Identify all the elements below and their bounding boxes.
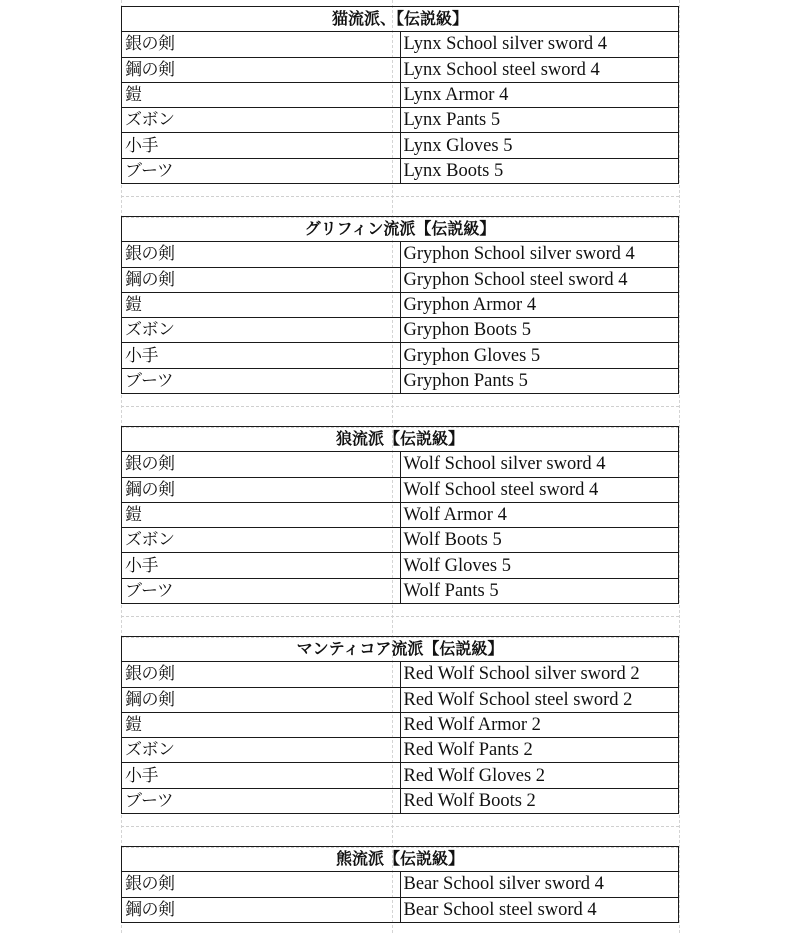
- table-row: [122, 267, 679, 292]
- item-cell[interactable]: Wolf Gloves 5: [400, 553, 679, 578]
- item-cell[interactable]: Gryphon Boots 5: [400, 318, 679, 343]
- slot-cell[interactable]: 銀の剣: [122, 32, 401, 57]
- item-cell[interactable]: Lynx Armor 4: [400, 82, 679, 107]
- slot-cell[interactable]: 鋼の剣: [122, 687, 401, 712]
- item-cell[interactable]: Wolf School steel sword 4: [400, 477, 679, 502]
- table-row: [122, 343, 679, 368]
- item-cell[interactable]: Lynx Boots 5: [400, 158, 679, 183]
- gear-table: [121, 636, 679, 814]
- slot-cell[interactable]: 小手: [122, 553, 401, 578]
- item-cell[interactable]: Lynx School steel sword 4: [400, 57, 679, 82]
- slot-cell[interactable]: 鋼の剣: [122, 267, 401, 292]
- section-title-row: [122, 847, 679, 872]
- slot-cell[interactable]: 鋼の剣: [122, 477, 401, 502]
- gear-table: [121, 6, 679, 184]
- section-title-row: [122, 217, 679, 242]
- table-row: [122, 82, 679, 107]
- slot-cell[interactable]: 小手: [122, 763, 401, 788]
- slot-cell[interactable]: 銀の剣: [122, 662, 401, 687]
- slot-cell[interactable]: ズボン: [122, 738, 401, 763]
- section-title[interactable]: マンティコア流派【伝説級】: [122, 637, 679, 662]
- item-cell[interactable]: Red Wolf Pants 2: [400, 738, 679, 763]
- slot-cell[interactable]: ズボン: [122, 108, 401, 133]
- item-cell[interactable]: Gryphon Gloves 5: [400, 343, 679, 368]
- section-title[interactable]: 猫流派、【伝説級】: [122, 7, 679, 32]
- item-cell[interactable]: Lynx School silver sword 4: [400, 32, 679, 57]
- item-cell[interactable]: Red Wolf Gloves 2: [400, 763, 679, 788]
- gridline-right: [679, 0, 680, 933]
- table-row: [122, 452, 679, 477]
- item-cell[interactable]: Red Wolf Boots 2: [400, 788, 679, 813]
- table-row: [122, 578, 679, 603]
- section-title-row: [122, 7, 679, 32]
- gear-table: [121, 426, 679, 604]
- gear-table: [121, 846, 679, 923]
- item-cell[interactable]: Gryphon Pants 5: [400, 368, 679, 393]
- item-cell[interactable]: Red Wolf School silver sword 2: [400, 662, 679, 687]
- section-bear: [121, 846, 679, 923]
- table-row: [122, 687, 679, 712]
- table-row: [122, 788, 679, 813]
- table-row: [122, 292, 679, 317]
- item-cell[interactable]: Gryphon School silver sword 4: [400, 242, 679, 267]
- table-row: [122, 738, 679, 763]
- table-row: [122, 32, 679, 57]
- section-title-row: [122, 427, 679, 452]
- item-cell[interactable]: Wolf Pants 5: [400, 578, 679, 603]
- gear-table: [121, 216, 679, 394]
- slot-cell[interactable]: 銀の剣: [122, 872, 401, 897]
- slot-cell[interactable]: 鋼の剣: [122, 57, 401, 82]
- slot-cell[interactable]: 銀の剣: [122, 452, 401, 477]
- table-row: [122, 553, 679, 578]
- item-cell[interactable]: Bear School silver sword 4: [400, 872, 679, 897]
- empty-row[interactable]: [121, 196, 679, 218]
- slot-cell[interactable]: ブーツ: [122, 368, 401, 393]
- table-row: [122, 712, 679, 737]
- table-row: [122, 502, 679, 527]
- table-row: [122, 133, 679, 158]
- slot-cell[interactable]: 銀の剣: [122, 242, 401, 267]
- slot-cell[interactable]: ズボン: [122, 318, 401, 343]
- table-row: [122, 662, 679, 687]
- section-wolf: [121, 426, 679, 604]
- item-cell[interactable]: Bear School steel sword 4: [400, 897, 679, 922]
- section-gryphon: [121, 216, 679, 394]
- item-cell[interactable]: Wolf School silver sword 4: [400, 452, 679, 477]
- slot-cell[interactable]: 鎧: [122, 712, 401, 737]
- empty-row[interactable]: [121, 826, 679, 848]
- item-cell[interactable]: Wolf Boots 5: [400, 528, 679, 553]
- table-row: [122, 57, 679, 82]
- slot-cell[interactable]: ブーツ: [122, 158, 401, 183]
- item-cell[interactable]: Red Wolf Armor 2: [400, 712, 679, 737]
- slot-cell[interactable]: ブーツ: [122, 788, 401, 813]
- slot-cell[interactable]: 小手: [122, 133, 401, 158]
- table-row: [122, 477, 679, 502]
- section-lynx: [121, 6, 679, 184]
- section-title-row: [122, 637, 679, 662]
- item-cell[interactable]: Lynx Gloves 5: [400, 133, 679, 158]
- table-row: [122, 318, 679, 343]
- slot-cell[interactable]: 鋼の剣: [122, 897, 401, 922]
- section-title[interactable]: グリフィン流派【伝説級】: [122, 217, 679, 242]
- table-row: [122, 108, 679, 133]
- slot-cell[interactable]: ズボン: [122, 528, 401, 553]
- table-row: [122, 242, 679, 267]
- slot-cell[interactable]: 鎧: [122, 502, 401, 527]
- section-title[interactable]: 熊流派【伝説級】: [122, 847, 679, 872]
- empty-row[interactable]: [121, 616, 679, 638]
- slot-cell[interactable]: 小手: [122, 343, 401, 368]
- item-cell[interactable]: Wolf Armor 4: [400, 502, 679, 527]
- table-row: [122, 897, 679, 922]
- table-row: [122, 763, 679, 788]
- slot-cell[interactable]: 鎧: [122, 292, 401, 317]
- item-cell[interactable]: Gryphon Armor 4: [400, 292, 679, 317]
- table-row: [122, 528, 679, 553]
- section-manticore: [121, 636, 679, 814]
- item-cell[interactable]: Gryphon School steel sword 4: [400, 267, 679, 292]
- section-title[interactable]: 狼流派【伝説級】: [122, 427, 679, 452]
- table-row: [122, 368, 679, 393]
- slot-cell[interactable]: ブーツ: [122, 578, 401, 603]
- empty-row[interactable]: [121, 406, 679, 428]
- item-cell[interactable]: Red Wolf School steel sword 2: [400, 687, 679, 712]
- table-row: [122, 872, 679, 897]
- table-row: [122, 158, 679, 183]
- slot-cell[interactable]: 鎧: [122, 82, 401, 107]
- item-cell[interactable]: Lynx Pants 5: [400, 108, 679, 133]
